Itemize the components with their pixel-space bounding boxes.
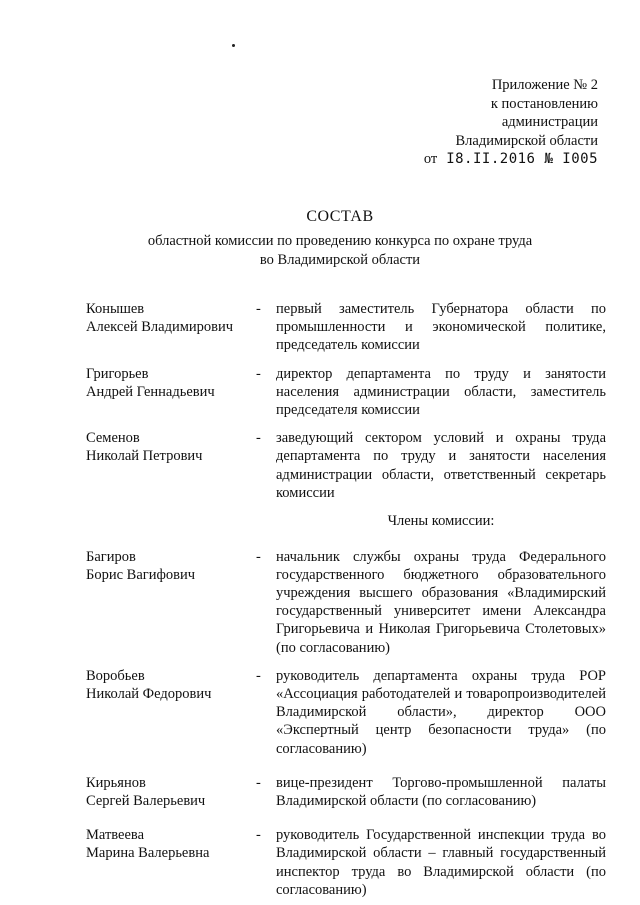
- members-heading: Члены комиссии:: [387, 513, 495, 530]
- document-title-block: [60, 206, 620, 269]
- person-role: заведующий сектором условий и охраны труда департамента по труду и занятости населения администрации области, ответственный секретарь комиссии: [276, 430, 606, 501]
- entry-dash: -: [256, 774, 261, 791]
- commission-member-entry: [86, 667, 606, 758]
- entry-dash: -: [256, 365, 261, 382]
- appendix-header: [424, 76, 598, 169]
- commission-member-entry: [86, 548, 606, 657]
- person-surname: Матвеева: [86, 827, 145, 844]
- document-subtitle-line-1: областной комиссии по проведению конкурса по охране труда: [147, 233, 533, 249]
- person-surname: Багиров: [86, 548, 136, 565]
- person-name: [86, 774, 256, 810]
- person-given-names: Андрей Геннадьевич: [86, 383, 215, 400]
- resolution-date: I8.II.2016: [446, 151, 536, 167]
- person-given-names: Николай Петрович: [86, 448, 203, 465]
- person-surname: Конышев: [86, 301, 145, 317]
- appendix-line-2: к постановлению: [490, 95, 598, 112]
- person-name: [86, 548, 256, 657]
- entry-dash: -: [256, 430, 261, 447]
- person-role: начальник службы охраны труда Федерального государственного бюджетного образовательного учреждения высшего образования «Владимирский государственный университет имени Александра Григорьевича и Николая Григорьевича Столетовых» (по согласованию): [276, 548, 606, 656]
- document-title: СОСТАВ: [306, 208, 374, 225]
- person-surname: Воробьев: [86, 667, 145, 684]
- person-surname: Семенов: [86, 430, 140, 447]
- person-name: [86, 365, 256, 420]
- commission-member-entry: [86, 774, 606, 810]
- appendix-line-3: администрации: [501, 114, 598, 130]
- commission-member-entry: [86, 826, 606, 899]
- person-role: первый заместитель Губернатора области по промышленности и экономической политике, председатель комиссии: [276, 301, 606, 354]
- appendix-line-1: Приложение № 2: [491, 77, 598, 93]
- entry-dash: -: [256, 548, 261, 565]
- person-name: [86, 667, 256, 758]
- entry-dash: -: [256, 301, 261, 317]
- person-role: вице-президент Торгово-промышленной палаты Владимирской области (по согласованию): [276, 774, 606, 809]
- appendix-line-4: Владимирской области: [455, 132, 598, 149]
- person-name: [86, 429, 256, 502]
- date-prefix: от: [423, 151, 438, 167]
- entry-dash: -: [256, 667, 261, 684]
- person-name: [86, 826, 256, 899]
- person-given-names: Алексей Владимирович: [86, 319, 234, 336]
- person-name: [86, 300, 256, 355]
- person-given-names: Марина Валерьевна: [86, 845, 210, 862]
- person-given-names: Борис Вагифович: [86, 566, 196, 583]
- person-role: руководитель департамента охраны труда РОР «Ассоциация работодателей и товаропроизводителей Владимирской области», директор ООО «Экспертный центр безопасности труда» (по согласованию): [276, 667, 606, 757]
- resolution-date-line: [424, 150, 598, 169]
- person-given-names: Николай Федорович: [86, 685, 212, 702]
- commission-entry: [86, 300, 606, 355]
- person-surname: Кирьянов: [86, 774, 146, 791]
- resolution-number: № I005: [544, 151, 598, 167]
- commission-entry: [86, 365, 606, 420]
- person-role: руководитель Государственной инспекции труда во Владимирской области – главный государственный инспектор труда во Владимирской области (по согласованию): [276, 827, 606, 898]
- person-surname: Григорьев: [86, 365, 149, 382]
- entry-dash: -: [256, 827, 261, 844]
- commission-entry: [86, 429, 606, 502]
- scan-dot-mark: [232, 44, 235, 47]
- person-role: директор департамента по труду и занятости населения администрации области, заместитель председателя комиссии: [276, 365, 606, 419]
- person-given-names: Сергей Валерьевич: [86, 792, 206, 809]
- commission-composition: [86, 300, 606, 899]
- document-subtitle-line-2: во Владимирской области: [259, 251, 421, 268]
